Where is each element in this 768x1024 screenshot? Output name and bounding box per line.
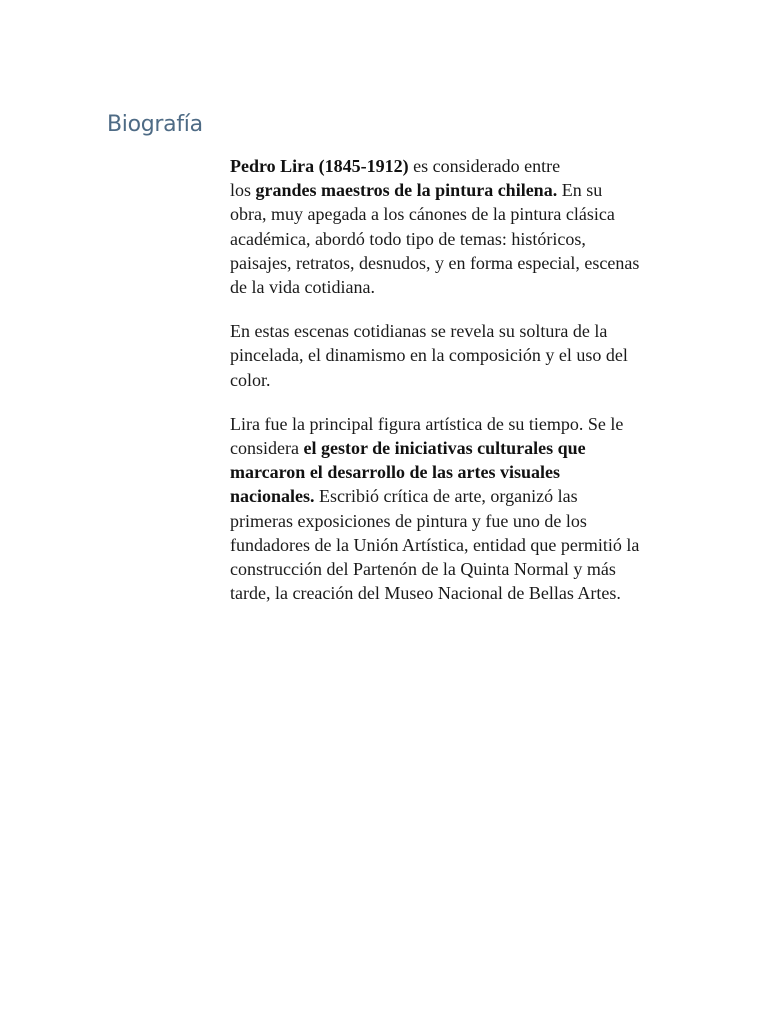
text-line <box>230 460 670 484</box>
bold-text: el gestor de iniciativas culturales que <box>303 438 586 459</box>
paragraph <box>230 154 670 299</box>
biography-text <box>230 154 670 625</box>
text-run: los <box>230 180 256 201</box>
text-line <box>230 484 670 508</box>
text-line <box>230 581 670 605</box>
text-run: académica, abordó todo tipo de temas: históricos, <box>230 228 586 249</box>
text-line <box>230 368 670 392</box>
bold-text: nacionales. <box>230 486 315 507</box>
text-line <box>230 275 670 299</box>
text-line <box>230 533 670 557</box>
text-run: es considerado entre <box>408 156 561 176</box>
text-run: Escribió crítica de arte, organizó las <box>314 486 578 507</box>
text-run: primeras exposiciones de pintura y fue uno de los <box>230 510 587 531</box>
bold-text: Pedro Lira (1845-1912) <box>230 156 409 176</box>
text-line <box>230 319 670 343</box>
text-line <box>230 412 670 436</box>
text-line <box>230 202 670 226</box>
text-run: obra, muy apegada a los cánones de la pintura clásica <box>230 204 615 225</box>
text-line <box>230 154 670 178</box>
text-line <box>230 343 670 367</box>
text-line <box>230 178 670 202</box>
text-run: En estas escenas cotidianas se revela su soltura de la <box>230 321 608 342</box>
bold-text: marcaron el desarrollo de las artes visuales <box>230 462 560 483</box>
text-line <box>230 436 670 460</box>
text-run: tarde, la creación del Museo Nacional de Bellas Artes. <box>230 583 621 604</box>
text-run: pincelada, el dinamismo en la composición y el uso del <box>230 345 628 366</box>
text-line <box>230 509 670 533</box>
paragraph <box>230 319 670 392</box>
text-run: de la vida cotidiana. <box>230 277 375 298</box>
text-run: Lira fue la principal figura artística de su tiempo. Se le <box>230 413 624 434</box>
text-run: paisajes, retratos, desnudos, y en forma especial, escenas <box>230 252 640 273</box>
text-line <box>230 251 670 275</box>
text-run: color. <box>230 369 271 390</box>
text-run: considera <box>230 438 304 459</box>
page-title: Biografía <box>107 112 203 137</box>
text-line <box>230 227 670 251</box>
text-run: fundadores de la Unión Artística, entidad que permitió la <box>230 534 640 555</box>
text-line <box>230 557 670 581</box>
bold-text: grandes maestros de la pintura chilena. <box>255 180 558 201</box>
text-run: En su <box>557 180 603 201</box>
paragraph <box>230 412 670 606</box>
text-run: construcción del Partenón de la Quinta Normal y más <box>230 559 616 580</box>
